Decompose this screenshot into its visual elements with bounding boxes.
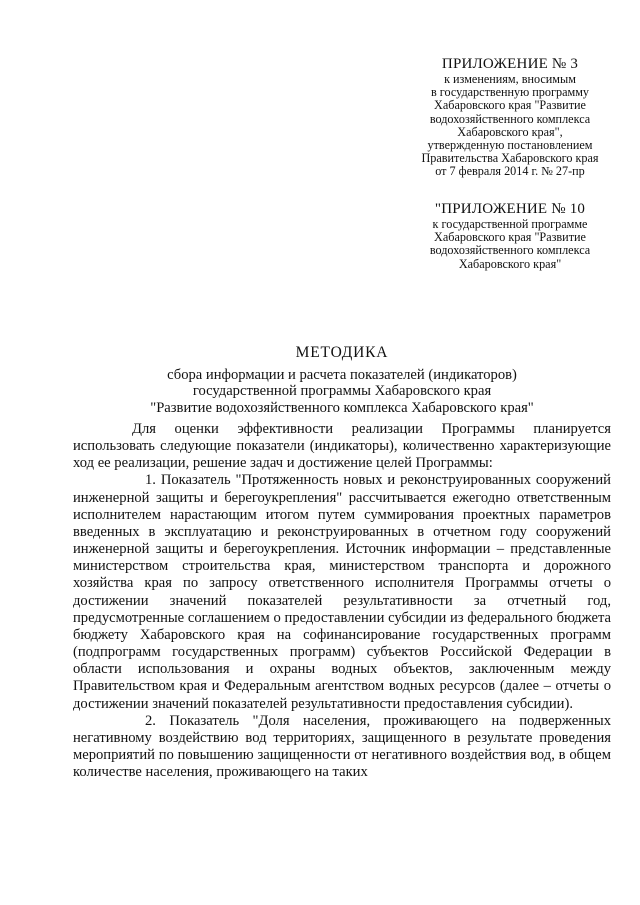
appendix-3-header (400, 56, 620, 179)
appendix-10-line: Хабаровского края" (458, 256, 562, 271)
appendix-10-header (400, 201, 620, 271)
appendix-10-line: Хабаровского края "Развитие (434, 230, 586, 245)
indicator-1-paragraph: 1. Показатель "Протяженность новых и реконструированных сооружений инженерной защиты и берегоукрепления" рассчитывается ежегодно ответственным исполнителем нарастающим итогом путем суммирования проектных параметров введенных в эксплуатацию и реконструированных в отчетном году сооружений инженерной защиты и берегоукрепления. Источник информации – представленные министерством строительства края, министерством транспорта и дорожного хозяйства края по запросу ответственного исполнителя Программы отчеты о достижении значений показателей результативности за отчетный год, предусмотренные соглашением о предоставлении субсидии из федерального бюджета бюджету Хабаровского края на софинансирование государственных программ (подпрограмм государственных программ) субъектов Российской Федерации в области использования и охраны водных объектов, заключенным между Правительством края и Федеральным агентством водных ресурсов (далее – отчеты о достижении значений показателей результативности предоставления субсидии). (73, 472, 611, 712)
appendix-3-heading: ПРИЛОЖЕНИЕ № 3 (441, 56, 579, 72)
appendix-3-line: от 7 февраля 2014 г. № 27-пр (435, 164, 585, 179)
indicator-2-paragraph: 2. Показатель "Доля населения, проживающего на подверженных негативному воздействию вод территориях, защищенного в результате проведения мероприятий по повышению защищенности от негативного воздействия вод, в общем количестве населения, проживающего на таких (73, 712, 611, 781)
document-subtitle-line: "Развитие водохозяйственного комплекса Хабаровского края" (150, 399, 534, 416)
document-title: МЕТОДИКА (295, 344, 389, 361)
appendix-3-line: к изменениям, вносимым (444, 72, 576, 86)
appendix-10-line: водохозяйственного комплекса (429, 243, 591, 258)
document-body (73, 421, 611, 781)
appendix-3-line: Правительства Хабаровского края (421, 151, 599, 166)
document-title-block (72, 344, 612, 416)
document-subtitle-line: государственной программы Хабаровского края (192, 383, 492, 400)
appendix-3-line: Хабаровского края", (457, 124, 563, 139)
appendix-3-line: водохозяйственного комплекса (429, 111, 591, 126)
appendix-3-line: утвержденную постановлением (427, 138, 593, 153)
document-subtitle-line: сбора информации и расчета показателей (индикаторов) (167, 367, 517, 383)
appendix-3-line: в государственную программу (430, 85, 590, 100)
appendix-3-line: Хабаровского края "Развитие (434, 98, 586, 113)
appendix-10-heading: "ПРИЛОЖЕНИЕ № 10 (434, 201, 586, 217)
intro-paragraph: Для оценки эффективности реализации Программы планируется использовать следующие показатели (индикаторы), количественно характеризующие ход ее реализации, решение задач и достижение целей Программы: (73, 421, 611, 472)
appendix-10-line: к государственной программе (432, 217, 588, 231)
